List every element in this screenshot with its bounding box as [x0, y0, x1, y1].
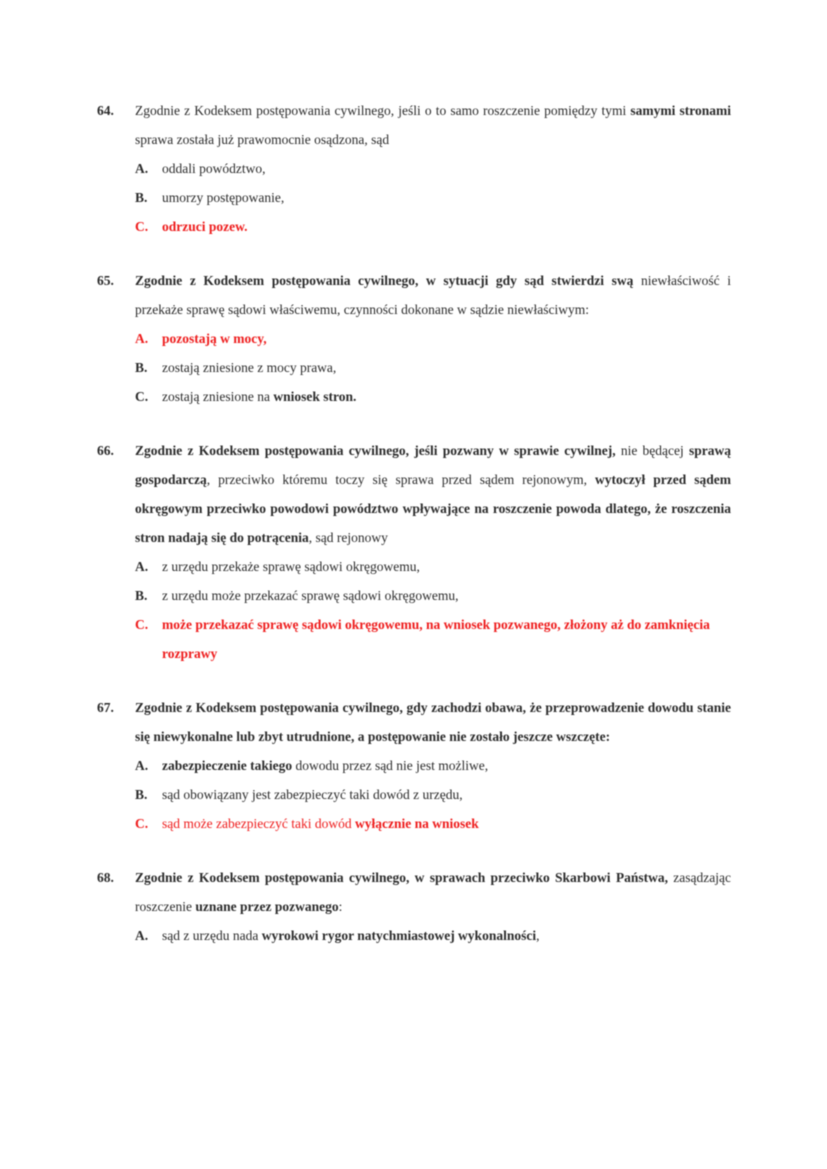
option-item: [135, 809, 731, 838]
question-stem: [135, 436, 731, 552]
text-run: zabezpieczenie takiego: [162, 758, 293, 773]
text-run: wyrokowi rygor natychmiastowej wykonalności: [261, 928, 537, 943]
question-stem: [135, 693, 731, 751]
text-run: ,: [536, 928, 540, 943]
option-letter: A.: [135, 758, 149, 773]
options-list: [135, 751, 731, 838]
text-run: odrzuci pozew.: [162, 219, 248, 234]
question-number: 67.: [97, 700, 114, 715]
option-letter: A.: [135, 331, 149, 346]
text-run: Zgodnie z Kodeksem postępowania cywilnego, w sprawach przeciwko Skarbowi Państwa,: [135, 870, 674, 885]
question-item: [97, 266, 731, 411]
options-list: [135, 324, 731, 411]
option-text: [162, 751, 731, 780]
question-number: 68.: [97, 870, 114, 885]
text-run: zostają zniesione na: [162, 389, 274, 404]
text-run: z urzędu przekaże sprawę sądowi okręgowemu,: [162, 559, 420, 574]
option-letter: C.: [135, 389, 149, 404]
option-item: [135, 610, 731, 668]
question-stem: [135, 266, 731, 324]
option-letter: A.: [135, 559, 149, 574]
options-list: [135, 154, 731, 241]
option-item: [135, 353, 731, 382]
text-run: sprawą gospodarczą: [135, 443, 732, 487]
option-text: [162, 183, 731, 212]
option-text: [162, 353, 731, 382]
text-run: sąd obowiązany jest zabezpieczyć taki dowód z urzędu,: [162, 787, 463, 802]
option-item: [135, 581, 731, 610]
question-stem: [135, 863, 731, 921]
question-item: [97, 863, 731, 950]
option-letter: B.: [135, 787, 148, 802]
text-run: oddali powództwo,: [162, 161, 266, 176]
option-item: [135, 751, 731, 780]
text-run: Zgodnie z Kodeksem postępowania cywilnego, gdy zachodzi obawa, że przeprowadzenie dowodu stanie się niewykonalne lub zbyt utrudnione, a postępowanie nie zostało jeszcze wszczęte:: [135, 700, 731, 744]
question-list: [97, 96, 731, 950]
option-text: [162, 610, 731, 668]
text-run: wyłącznie na wniosek: [355, 816, 479, 831]
option-item: [135, 154, 731, 183]
option-item: [135, 382, 731, 411]
question-stem: [135, 96, 731, 154]
question-number: 65.: [97, 273, 114, 288]
question-item: [97, 693, 731, 838]
text-run: pozostają w mocy,: [162, 331, 267, 346]
question-number: 66.: [97, 443, 114, 458]
question-number: 64.: [97, 103, 114, 118]
text-run: dowodu przez sąd nie jest możliwe,: [292, 758, 489, 773]
text-run: zostają zniesione z mocy prawa,: [162, 360, 337, 375]
option-text: [162, 921, 731, 950]
text-run: z urzędu może przekazać sprawę sądowi okręgowemu,: [162, 588, 459, 603]
text-run: :: [338, 899, 343, 914]
text-run: Zgodnie z Kodeksem postępowania cywilnego, jeśli o to samo roszczenie pomiędzy tymi: [135, 103, 631, 118]
option-letter: C.: [135, 816, 149, 831]
option-text: [162, 154, 731, 183]
option-text: [162, 382, 731, 411]
text-run: może przekazać sprawę sądowi okręgowemu, na wniosek pozwanego, złożony aż do zamknięcia rozprawy: [162, 617, 710, 661]
text-run: sprawa została już prawomocnie osądzona, sąd: [135, 132, 390, 147]
option-text: [162, 212, 731, 241]
option-letter: A.: [135, 928, 149, 943]
option-text: [162, 581, 731, 610]
text-run: nie będącej: [620, 443, 689, 458]
text-run: umorzy postępowanie,: [162, 190, 285, 205]
options-list: [135, 921, 731, 950]
option-item: [135, 183, 731, 212]
text-run: uznane przez pozwanego: [195, 899, 339, 914]
option-item: [135, 212, 731, 241]
text-run: niewłaściwość i przekaże sprawę sądowi właściwemu, czynności dokonane w sądzie niewłaściwym:: [135, 273, 732, 317]
text-run: , przeciwko któremu toczy się sprawa przed sądem rejonowym,: [206, 472, 596, 487]
text-run: , sąd rejonowy: [308, 530, 388, 545]
option-text: [162, 780, 731, 809]
text-run: samymi stronami: [630, 103, 731, 118]
text-run: wytoczył przed sądem okręgowym przeciwko powodowi powództwo wpływające na roszczenie powoda dlatego, że roszczenia stron nadają się do potrącenia: [135, 472, 731, 545]
option-item: [135, 324, 731, 353]
option-letter: B.: [135, 190, 148, 205]
option-letter: A.: [135, 161, 149, 176]
question-item: [97, 96, 731, 241]
text-run: sąd z urzędu nada: [162, 928, 262, 943]
option-text: [162, 552, 731, 581]
option-letter: C.: [135, 617, 149, 632]
option-item: [135, 780, 731, 809]
options-list: [135, 552, 731, 668]
option-text: [162, 809, 731, 838]
option-text: [162, 324, 731, 353]
text-run: zasądzając roszczenie: [135, 870, 731, 914]
option-item: [135, 921, 731, 950]
option-letter: C.: [135, 219, 149, 234]
text-run: Zgodnie z Kodeksem postępowania cywilnego, w sytuacji gdy sąd stwierdzi swą: [135, 273, 641, 288]
option-letter: B.: [135, 360, 148, 375]
document-page: [97, 96, 731, 975]
text-run: wniosek stron.: [273, 389, 357, 404]
question-item: [97, 436, 731, 668]
text-run: sąd może zabezpieczyć taki dowód: [162, 816, 356, 831]
option-item: [135, 552, 731, 581]
option-letter: B.: [135, 588, 148, 603]
text-run: Zgodnie z Kodeksem postępowania cywilnego, jeśli pozwany w sprawie cywilnej,: [135, 443, 621, 458]
